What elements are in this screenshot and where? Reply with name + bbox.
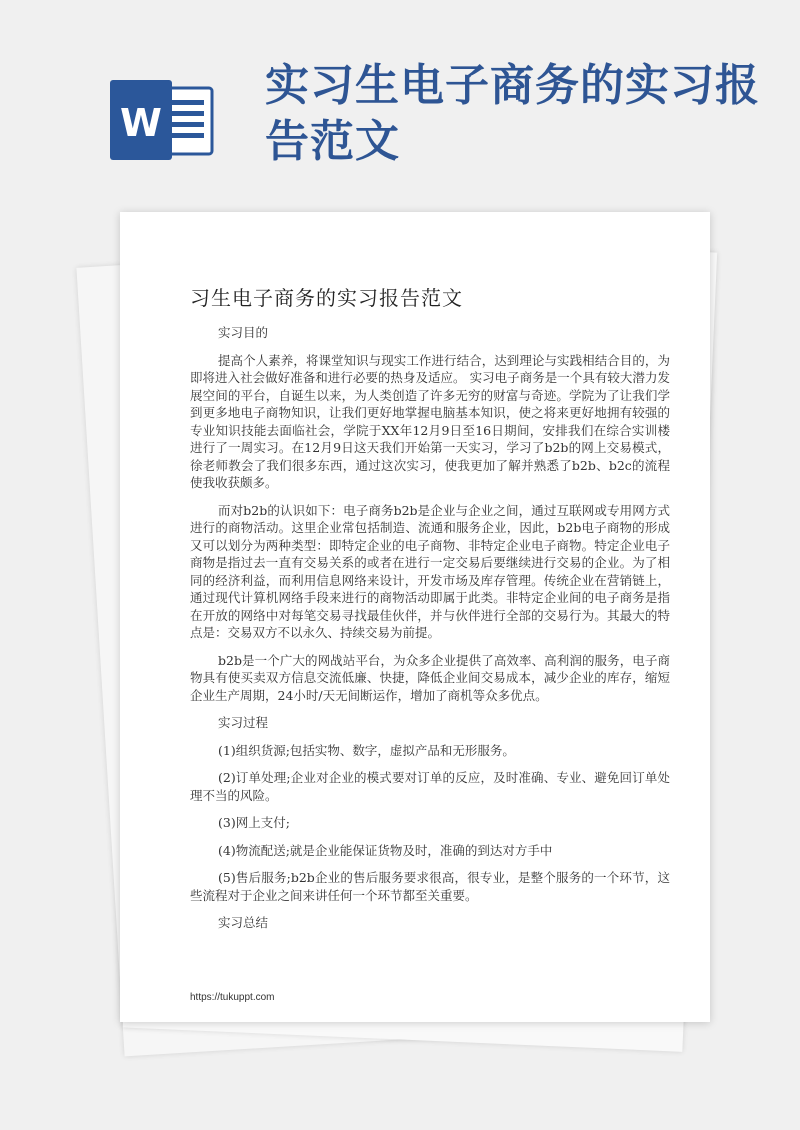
paragraph: (5)售后服务;b2b企业的售后服务要求很高，很专业，是整个服务的一个环节，这些流程对于企业之间来讲任何一个环节都至关重要。 xyxy=(190,870,670,903)
section-heading: 实习过程 xyxy=(218,715,269,730)
paragraph: (2)订单处理;企业对企业的模式要对订单的反应，及时准确、专业、避免回订单处理不当的风险。 xyxy=(190,770,670,803)
document-page xyxy=(120,212,710,1022)
paragraph: (4)物流配送;就是企业能保证货物及时，准确的到达对方手中 xyxy=(218,842,553,858)
document-body xyxy=(190,324,670,942)
paragraph: b2b是一个广大的网战站平台，为众多企业提供了高效率、高利润的服务，电子商物具有使买卖双方信息交流低廉、快捷，降低企业间交易成本，减少企业的库存，缩短企业生产周期，24小时/天无间断运作，增加了商机等众多优点。 xyxy=(190,652,670,703)
document-url: https://tukuppt.com xyxy=(190,992,275,1003)
svg-text:W: W xyxy=(120,101,162,145)
section-heading: 实习总结 xyxy=(218,915,269,930)
section-heading: 实习目的 xyxy=(218,325,269,340)
document-title: 习生电子商务的实习报告范文 xyxy=(190,286,463,310)
paragraph: 而对b2b的认识如下：电子商务b2b是企业与企业之间，通过互联网或专用网方式进行的商物活动。这里企业常包括制造、流通和服务企业，因此，b2b电子商物的形成又可以划分为两种类型：即特定企业的电子商物、非特定企业电子商物。特定企业电子商物是指过去一直有交易关系的或者在进行一定交易后要继续进行交易的企业。为了相同的经济利益，而利用信息网络来设计，开发市场及库存管理。传统企业在营销链上，通过现代计算机网络手段来进行的商物活动即属于此类。非特定企业间的电子商务是指在开放的网络中对每笔交易寻找最佳伙伴，并与伙伴进行全部的交易行为。其最大的特点是：交易双方不以永久、持续交易为前提。 xyxy=(190,502,670,640)
word-icon xyxy=(110,80,220,160)
header-title: 实习生电子商务的实习报告范文 xyxy=(265,60,760,167)
paragraph: (3)网上支付; xyxy=(218,815,290,830)
paragraph: 提高个人素养，将课堂知识与现实工作进行结合，达到理论与实践相结合目的，为即将进入社会做好准备和进行必要的热身及适应。 实习电子商务是一个具有较大潜力发展空间的平台，自诞生以来，为人类创造了许多无穷的财富与奇迹。学院为了让我们学到更多地电子商物知识，让我们更好地掌握电脑基本知识，使之将来更好地拥有较强的专业知识技能去面临社会，学院于XX年12月9日至16日期间，安排我们在综合实训楼进行了一周实习。在12月9日这天我们开始第一天实习，学习了b2b的网上交易模式，徐老师教会了我们很多东西，通过这次实习，使我更加了解并熟悉了b2b、b2c的流程使我收获颇多。 xyxy=(190,352,670,490)
header-banner xyxy=(0,0,800,210)
paragraph: (1)组织货源;包括实物、数字，虚拟产品和无形服务。 xyxy=(218,742,515,758)
